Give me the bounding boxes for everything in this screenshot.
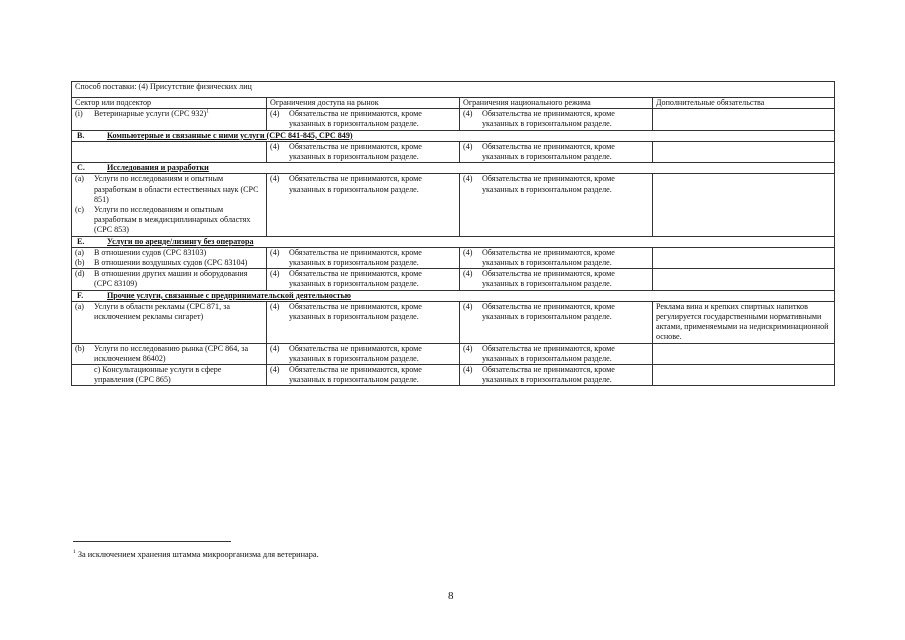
market-access-cell [267, 174, 460, 236]
entry-text: Обязательства не принимаются, кроме указанных в горизонтальном разделе. [482, 141, 615, 162]
entry-number: (4) [270, 301, 280, 311]
section-row [72, 163, 835, 174]
entry-text: Услуги по исследованиям и опытным разработкам в междисциплинарных областях (СРС 853) [94, 205, 251, 235]
entry-number: (4) [463, 343, 473, 353]
section-letter: E. [77, 236, 85, 246]
cell-entry [270, 142, 456, 162]
market-access-cell [267, 141, 460, 162]
cell-entry [270, 269, 456, 289]
cell-entry [75, 258, 263, 268]
cell-entry [463, 142, 649, 162]
national-treatment-cell [460, 141, 653, 162]
entry-text: Обязательства не принимаются, кроме указанных в горизонтальном разделе. [482, 343, 615, 363]
column-header-market-access: Ограничения доступа на рынок [267, 98, 460, 109]
entry-number: (a) [75, 174, 84, 184]
sector-cell [72, 365, 267, 386]
schedule-table [71, 81, 835, 386]
entry-number: (a) [75, 247, 84, 257]
market-access-cell [267, 109, 460, 130]
cell-entry [75, 344, 263, 364]
additional-commitments-cell [653, 365, 835, 386]
entry-text: Обязательства не принимаются, кроме указанных в горизонтальном разделе. [289, 109, 422, 129]
entry-number: (b) [75, 258, 85, 268]
table-row [72, 247, 835, 268]
cell-entry [463, 365, 649, 385]
table-row [72, 269, 835, 290]
national-treatment-cell [460, 365, 653, 386]
entry-text: Обязательства не принимаются, кроме указанных в горизонтальном разделе. [289, 174, 422, 194]
table-row [72, 343, 835, 364]
table-row [72, 141, 835, 162]
entry-text: Услуги по исследованию рынка (СРС 864, за исключением 86402) [94, 343, 249, 363]
entry-number: (4) [463, 269, 473, 279]
entry-number: (4) [270, 141, 280, 151]
page-number: 8 [448, 590, 454, 602]
section-letter: F. [77, 290, 84, 300]
national-treatment-cell [460, 247, 653, 268]
cell-entry [463, 344, 649, 364]
section-title: Прочие услуги, связанные с предпринимательской деятельностью [107, 290, 351, 300]
entry-text: c) Консультационные услуги в сфере управления (СРС 865) [94, 365, 222, 385]
table-row [72, 109, 835, 130]
sector-cell [72, 247, 267, 268]
entry-number: (i) [75, 109, 83, 119]
entry-number: (4) [270, 365, 280, 375]
sector-cell [72, 109, 267, 130]
cell-entry [270, 109, 456, 129]
additional-commitments-cell [653, 343, 835, 364]
cell-entry [75, 205, 263, 236]
section-letter: B. [77, 130, 85, 140]
national-treatment-cell [460, 174, 653, 236]
entry-text: Услуги по исследованиям и опытным разработкам в области естественных наук (СРС 851) [94, 174, 259, 204]
market-access-cell [267, 343, 460, 364]
entry-number: (4) [463, 174, 473, 184]
entry-text: Обязательства не принимаются, кроме указанных в горизонтальном разделе. [482, 365, 615, 385]
section-heading [72, 290, 835, 301]
entry-text: В отношении других машин и оборудования (СРС 83109) [94, 269, 248, 289]
cell-entry [270, 344, 456, 364]
market-access-cell [267, 365, 460, 386]
section-heading [72, 163, 835, 174]
footnote-mark: 1 [73, 549, 76, 556]
table-row [72, 365, 835, 386]
section-title: Компьютерные и связанные с ними услуги (СРС 841-845, СРС 849) [107, 130, 353, 140]
entry-number: (4) [463, 365, 473, 375]
entry-number: (4) [463, 141, 473, 151]
entry-text: Обязательства не принимаются, кроме указанных в горизонтальном разделе. [289, 247, 422, 268]
sector-cell [72, 174, 267, 236]
cell-entry [75, 109, 263, 119]
sector-cell [72, 301, 267, 343]
additional-commitments-cell [653, 247, 835, 268]
additional-commitments-cell: Реклама вина и крепких спиртных напитков регулируется государственными нормативными актами, применяемыми на недискриминационной основе. [653, 301, 835, 343]
cell-entry [75, 174, 263, 205]
entry-number: (4) [463, 247, 473, 257]
section-heading [72, 236, 835, 247]
cell-entry [270, 174, 456, 194]
entry-text: В отношении воздушных судов (СРС 83104) [94, 258, 248, 268]
entry-text: Обязательства не принимаются, кроме указанных в горизонтальном разделе. [482, 109, 615, 129]
cell-entry [270, 365, 456, 385]
sector-cell [72, 141, 267, 162]
cell-entry [270, 302, 456, 322]
footnote-ref: 1 [206, 109, 209, 115]
entry-number: (4) [270, 109, 280, 119]
column-header-sector: Сектор или подсектор [72, 98, 267, 109]
footnote-text: За исключением хранения штамма микроорганизма для ветеринара. [75, 550, 319, 559]
entry-text: Ветеринарные услуги (СРС 932) [94, 109, 207, 119]
entry-number: (4) [270, 269, 280, 279]
entry-text: Обязательства не принимаются, кроме указанных в горизонтальном разделе. [289, 269, 422, 289]
cell-entry [75, 365, 263, 385]
national-treatment-cell [460, 301, 653, 343]
table-row [72, 301, 835, 343]
entry-number: (4) [270, 174, 280, 184]
supply-mode-header: Способ поставки: (4) Присутствие физических лиц [72, 82, 835, 98]
entry-text: Обязательства не принимаются, кроме указанных в горизонтальном разделе. [482, 301, 615, 322]
entry-number: (4) [463, 301, 473, 311]
section-heading [72, 130, 835, 141]
entry-text: Обязательства не принимаются, кроме указанных в горизонтальном разделе. [289, 301, 422, 322]
footnote-separator [73, 541, 231, 542]
column-header-additional: Дополнительные обязательства [653, 98, 835, 109]
additional-commitments-cell [653, 269, 835, 290]
cell-entry [270, 248, 456, 268]
entry-text: Обязательства не принимаются, кроме указанных в горизонтальном разделе. [482, 174, 615, 194]
cell-entry [463, 174, 649, 194]
entry-text: Услуги в области рекламы (СРС 871, за исключением рекламы сигарет) [94, 301, 230, 322]
market-access-cell [267, 301, 460, 343]
entry-text-wrap [94, 109, 263, 119]
market-access-cell [267, 269, 460, 290]
cell-entry [463, 302, 649, 322]
market-access-cell [267, 247, 460, 268]
entry-text: В отношении судов (СРС 83103) [94, 247, 207, 257]
footnote [73, 550, 319, 559]
sector-cell [72, 269, 267, 290]
cell-entry [463, 248, 649, 268]
cell-entry [75, 269, 263, 289]
additional-commitments-cell [653, 141, 835, 162]
section-row [72, 236, 835, 247]
entry-text: Обязательства не принимаются, кроме указанных в горизонтальном разделе. [289, 141, 422, 162]
table-row [72, 174, 835, 236]
column-header-national-treatment: Ограничения национального режима [460, 98, 653, 109]
entry-number: (4) [270, 343, 280, 353]
entry-text: Обязательства не принимаются, кроме указанных в горизонтальном разделе. [482, 269, 615, 289]
cell-entry [75, 302, 263, 322]
entry-number: (d) [75, 269, 85, 279]
entry-number: (4) [463, 109, 473, 119]
section-row [72, 130, 835, 141]
sector-cell [72, 343, 267, 364]
entry-text: Обязательства не принимаются, кроме указанных в горизонтальном разделе. [289, 343, 422, 363]
additional-commitments-cell [653, 174, 835, 236]
section-title: Исследования и разработки [107, 163, 209, 173]
section-title: Услуги по аренде/лизингу без оператора [107, 236, 254, 246]
section-row [72, 290, 835, 301]
national-treatment-cell [460, 269, 653, 290]
entry-text: Обязательства не принимаются, кроме указанных в горизонтальном разделе. [289, 365, 422, 385]
entry-number: (4) [270, 247, 280, 257]
cell-entry [463, 269, 649, 289]
national-treatment-cell [460, 343, 653, 364]
entry-number [75, 365, 94, 385]
section-letter: C. [77, 163, 85, 173]
cell-entry [75, 248, 263, 258]
entry-text: Обязательства не принимаются, кроме указанных в горизонтальном разделе. [482, 247, 615, 268]
national-treatment-cell [460, 109, 653, 130]
entry-number: (c) [75, 205, 84, 215]
additional-commitments-cell [653, 109, 835, 130]
schedule-page [71, 81, 834, 386]
entry-number: (a) [75, 301, 84, 311]
entry-number: (b) [75, 343, 85, 353]
cell-entry [463, 109, 649, 129]
